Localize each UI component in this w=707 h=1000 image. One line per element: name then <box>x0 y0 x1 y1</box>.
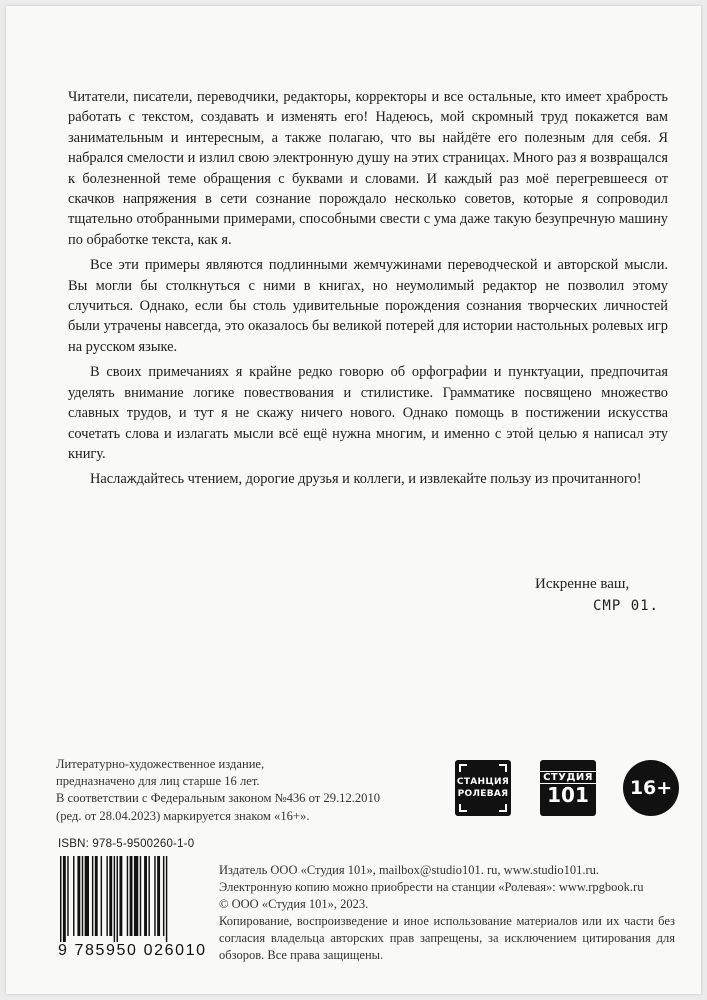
isbn-barcode <box>58 838 206 966</box>
studio-logo-line-2: 101 <box>547 782 589 807</box>
publisher-line-3: © ООО «Студия 101», 2023. <box>219 897 369 911</box>
barcode-bar <box>92 856 93 936</box>
barcode-bar <box>82 856 83 936</box>
age-legal-notice <box>56 756 446 825</box>
foreword-text <box>68 87 668 495</box>
barcode-bar <box>114 856 115 942</box>
foreword-paragraph-4: Наслаждайтесь чтением, дорогие друзья и коллеги, и извлекайте пользу из прочитанного! <box>90 471 642 488</box>
signature-block <box>535 573 659 617</box>
barcode-bar <box>106 856 107 936</box>
copyright-note: Копирование, воспроизведение и иное использование материалов или их части без согласия владельца авторских прав запрещены, за исключением цитирования для обзоров. Все права защищены. <box>219 914 675 962</box>
barcode-bar <box>166 856 167 942</box>
barcode-bar <box>73 856 74 936</box>
barcode-bar <box>95 856 98 936</box>
foreword-paragraph-3: В своих примечаниях я крайне редко говорю об орфографии и пунктуации, предпочитая уделять внимание логике повествования и стилистике. Грамматике посвящено множество славных трудов, и тут я не скажу ничего нового. Однако помощь в постижении искусства сочетать слова и излагать мысли всё ещё нужна многим, и именно с этой целью я написал эту книгу. <box>68 364 668 462</box>
barcode-bar <box>109 856 112 936</box>
publisher-logos <box>455 760 685 822</box>
stancia-rolevaya-logo <box>455 760 511 816</box>
legal-line-4: (ред. от 28.04.2023) маркируется знаком «16+». <box>56 808 310 823</box>
publisher-imprint <box>219 862 675 964</box>
legal-line-3: В соответствии с Федеральным законом №436 от 29.12.2010 <box>56 791 381 806</box>
barcode-bar <box>157 856 160 936</box>
barcode-bar <box>85 856 89 936</box>
barcode-bar <box>154 856 155 936</box>
age-rating-badge: 16+ <box>623 760 679 816</box>
foreword-paragraph-1: Читатели, писатели, переводчики, редакторы, корректоры и все остальные, кто имеет храбрость работать с текстом, создавать и изменять его! Надеюсь, мой скромный труд покажется вам занимательным и интересным, а также полагаю, что вы найдёте его полезным для себя. Я набрался смелости и излил свою электронную душу на этих страницах. Много раз я возвращался к болезненной теме обращения с буквами и словами. И каждый раз моё перегревшееся от скачков напряжения в сети сознание порождало несколько советов, которые я сопроводил тщательно отобранными примерами, способными свести с ума даже такую безупречную машину по обработке текста, как я. <box>68 89 668 248</box>
barcode-bar <box>63 856 66 942</box>
barcode-bar <box>144 856 147 936</box>
stancia-logo-line-2: РОЛЕВАЯ <box>457 789 509 799</box>
foreword-paragraph-2: Все эти примеры являются подлинными жемчужинами переводческой и авторской мысли. Вы могли бы столкнуться с ними в книгах, но неумолимый редактор не позволил этому случиться. Однако, если бы столь удивительные порождения сознания творческих личностей были утрачены навсегда, это оказалось бы великой потерей для истории настольных ролевых игр на русском языке. <box>68 257 668 355</box>
isbn-number: ISBN: 978-5-9500260-1-0 <box>58 838 195 850</box>
signature-closing: Искренне ваш, <box>534 576 630 592</box>
stancia-logo-line-1: СТАНЦИЯ <box>456 777 510 787</box>
barcode-bar <box>163 856 164 936</box>
barcode-bar <box>130 856 133 936</box>
barcode-bar <box>119 856 122 936</box>
barcode-digits: 9 785950 026010 <box>58 942 207 959</box>
back-cover <box>6 6 701 994</box>
studio-101-logo <box>540 760 596 816</box>
publisher-line-2: Электронную копию можно приобрести на станции «Ролевая»: www.rpgbook.ru <box>219 880 644 894</box>
barcode-bar <box>117 856 118 942</box>
barcode-bar <box>148 856 149 936</box>
publisher-line-1: Издатель ООО «Студия 101», mailbox@studio101. ru, www.studio101.ru. <box>219 863 600 877</box>
barcode-bar <box>101 856 102 936</box>
barcode-bar <box>60 856 61 942</box>
barcode-bar <box>127 856 128 936</box>
barcode-bar <box>77 856 80 936</box>
studio-logo-line-1: СТУДИЯ <box>539 771 597 784</box>
barcode-bar <box>134 856 138 936</box>
barcode-bars <box>58 856 206 942</box>
barcode-bar <box>67 856 68 936</box>
legal-line-2: предназначено для лиц старше 16 лет. <box>56 774 260 789</box>
signature-name: СМР 01. <box>592 598 659 614</box>
barcode-bar <box>140 856 141 936</box>
legal-line-1: Литературно-художественное издание, <box>56 757 265 771</box>
